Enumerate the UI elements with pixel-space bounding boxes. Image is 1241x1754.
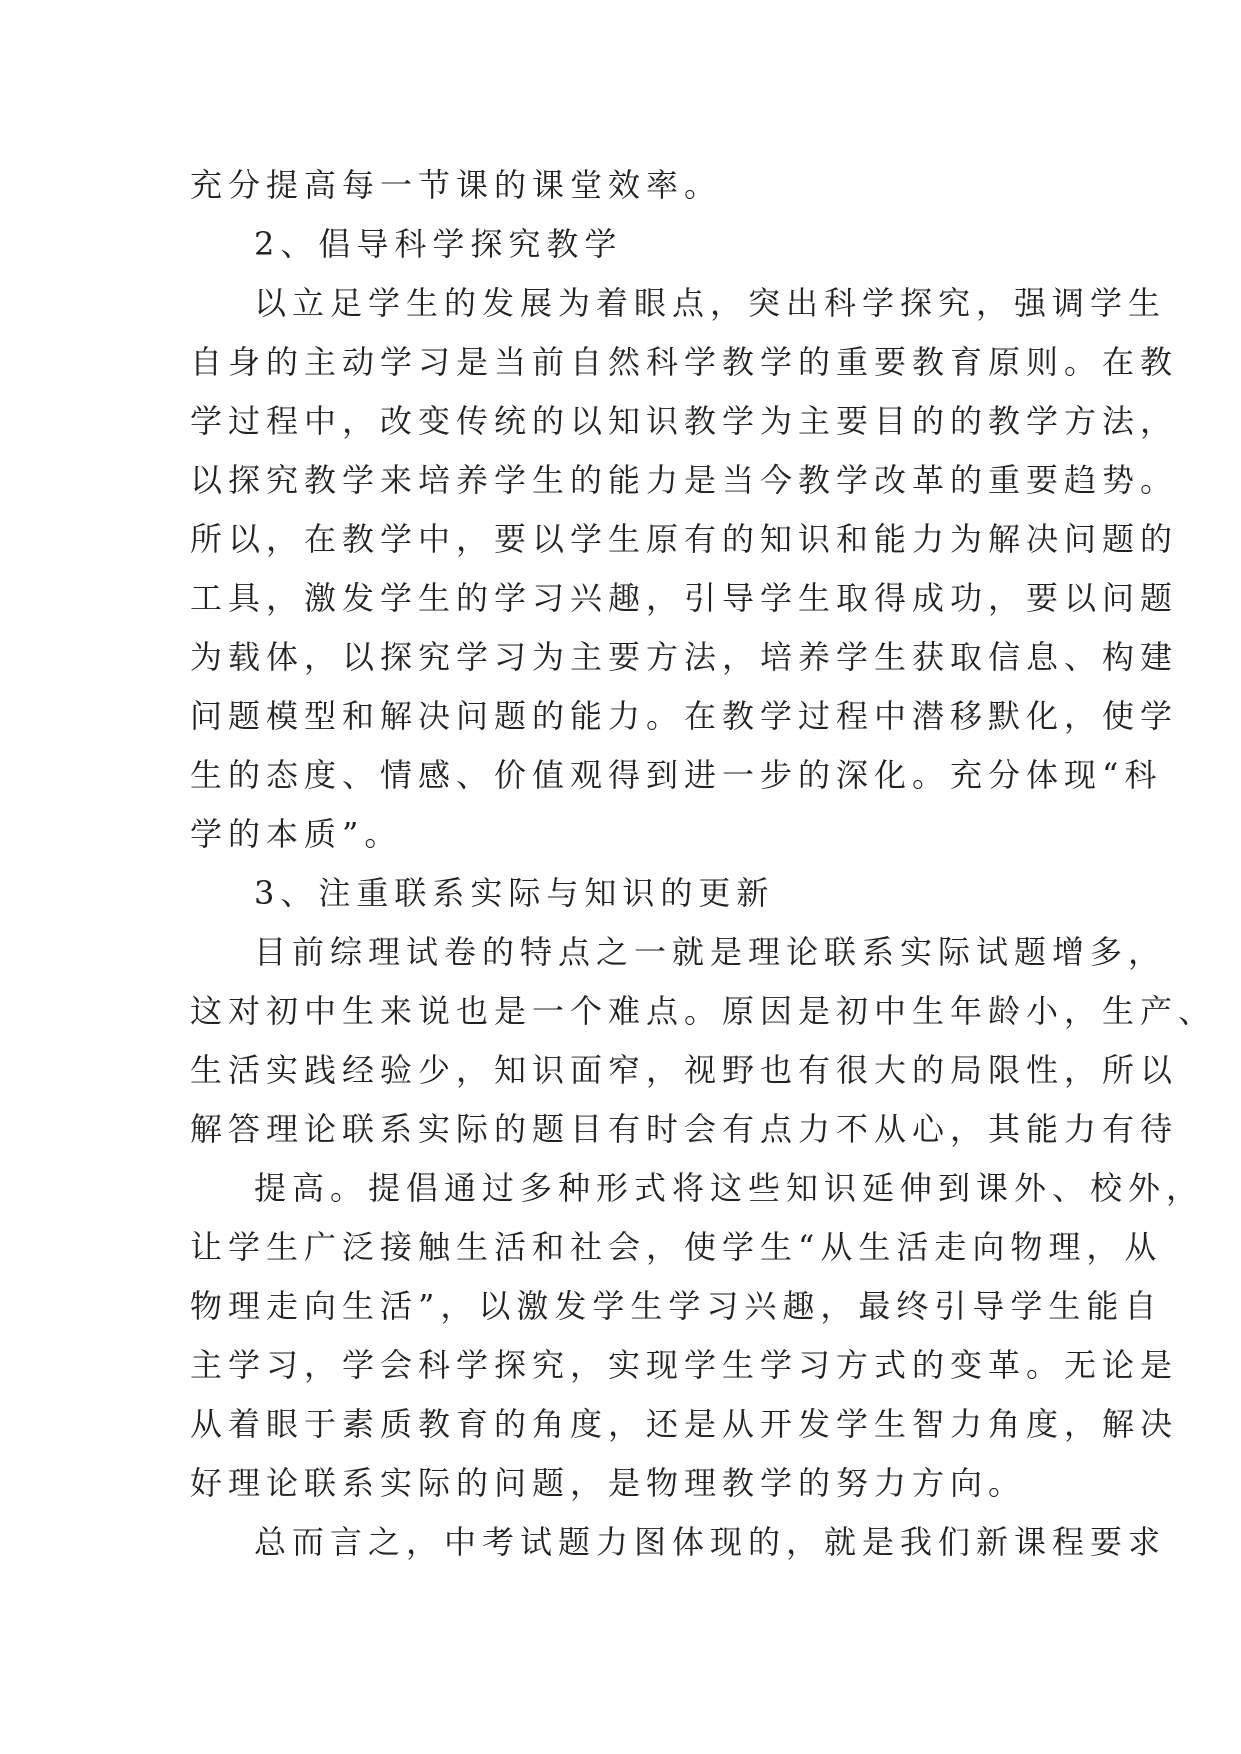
section-heading: 3、注重联系实际与知识的更新 xyxy=(254,874,775,912)
text-line: 这对初中生来说也是一个难点。原因是初中生年龄小，生产、 xyxy=(190,992,1217,1030)
paragraph-start: 目前综理试卷的特点之一就是理论联系实际试题增多， xyxy=(254,933,1167,971)
text-line: 为载体，以探究学习为主要方法，培养学生获取信息、构建 xyxy=(190,638,1179,676)
text-line: 主学习，学会科学探究，实现学生学习方式的变革。无论是 xyxy=(190,1346,1179,1384)
text-line: 生活实践经验少，知识面窄，视野也有很大的局限性，所以 xyxy=(190,1051,1179,1089)
text-line: 生的态度、情感、价值观得到进一步的深化。充分体现“科 xyxy=(190,756,1163,794)
text-line: 工具，激发学生的学习兴趣，引导学生取得成功，要以问题 xyxy=(190,579,1179,617)
document-body xyxy=(190,156,1217,1572)
text-line: 学过程中，改变传统的以知识教学为主要目的的教学方法， xyxy=(190,402,1179,440)
text-line: 从着眼于素质教育的角度，还是从开发学生智力角度，解决 xyxy=(190,1405,1179,1443)
text-line: 学的本质”。 xyxy=(190,815,403,853)
text-line: 物理走向生活”，以激发学生学习兴趣，最终引导学生能自 xyxy=(190,1287,1163,1325)
text-line: 所以，在教学中，要以学生原有的知识和能力为解决问题的 xyxy=(190,520,1179,558)
text-line: 以探究教学来培养学生的能力是当今教学改革的重要趋势。 xyxy=(190,461,1179,499)
text-line: 问题模型和解决问题的能力。在教学过程中潜移默化，使学 xyxy=(190,697,1179,735)
text-line: 让学生广泛接触生活和社会，使学生“从生活走向物理，从 xyxy=(190,1228,1163,1266)
paragraph-start: 以立足学生的发展为着眼点，突出科学探究，强调学生 xyxy=(254,284,1167,322)
text-line: 解答理论联系实际的题目有时会有点力不从心，其能力有待 xyxy=(190,1110,1179,1148)
text-line: 好理论联系实际的问题，是物理教学的努力方向。 xyxy=(190,1464,1027,1502)
paragraph-start: 提高。提倡通过多种形式将这些知识延伸到课外、校外， xyxy=(254,1169,1205,1207)
text-line: 充分提高每一节课的课堂效率。 xyxy=(190,166,723,204)
text-line: 自身的主动学习是当前自然科学教学的重要教育原则。在教 xyxy=(190,343,1179,381)
paragraph-start: 总而言之，中考试题力图体现的，就是我们新课程要求 xyxy=(254,1523,1167,1561)
section-heading: 2、倡导科学探究教学 xyxy=(254,225,623,263)
